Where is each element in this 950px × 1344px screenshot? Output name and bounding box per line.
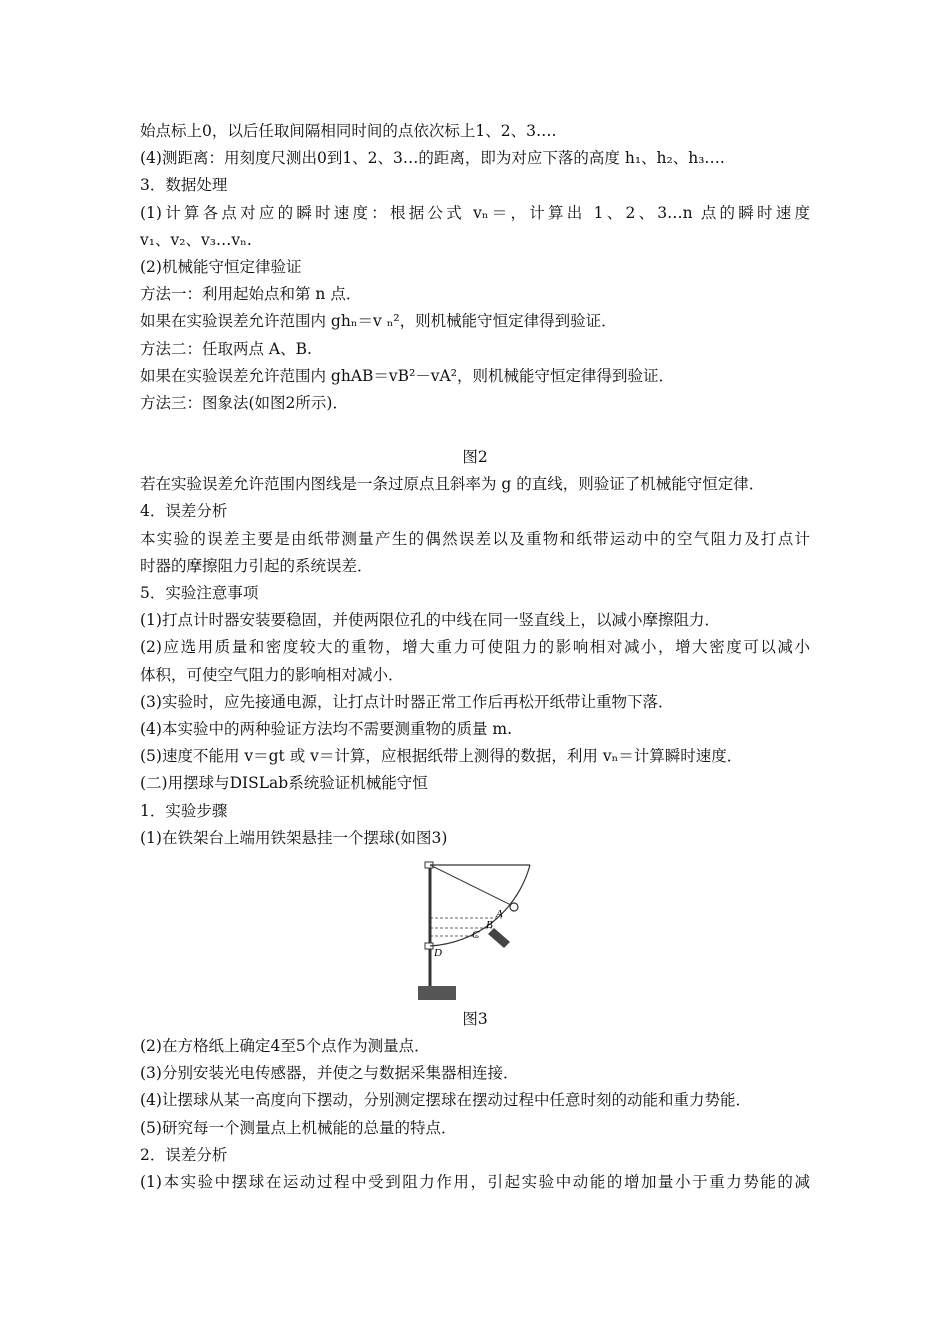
- text-line: 本实验的误差主要是由纸带测量产生的偶然误差以及重物和纸带运动中的空气阻力及打点计: [140, 529, 810, 548]
- text-line: (4)本实验中的两种验证方法均不需要测重物的质量 m.: [140, 719, 513, 738]
- text-line: 方法三：图象法(如图2所示)．: [140, 393, 348, 412]
- text-line: (2)在方格纸上确定4至5个点作为测量点．: [140, 1037, 430, 1056]
- text-line: 体积，可使空气阻力的影响相对减小．: [140, 665, 404, 684]
- text-line: (1)打点计时器安装要稳固，并使两限位孔的中线在同一竖直线上，以减小摩擦阻力．: [140, 611, 720, 630]
- text-line: (1)在铁架台上端用铁架悬挂一个摆球(如图3): [140, 828, 448, 847]
- figure-3-caption: 图3: [462, 1009, 488, 1028]
- text-line: 始点标上0，以后任取间隔相同时间的点依次标上1、2、3….: [140, 122, 557, 140]
- section-heading: (二)用摆球与DISLab系统验证机械能守恒: [140, 774, 428, 793]
- section-heading: 2．误差分析: [140, 1145, 228, 1164]
- text-line: (3)实验时，应先接通电源，让打点计时器正常工作后再松开纸带让重物下落．: [140, 692, 674, 711]
- figure-2-caption: 图2: [462, 448, 488, 467]
- document-page: [140, 118, 810, 1196]
- figure-3-pendulum: [140, 856, 810, 1006]
- text-line: 若在实验误差允许范围内图线是一条过原点且斜率为 g 的直线，则验证了机械能守恒定律．: [140, 475, 765, 494]
- section-heading: 4．误差分析: [140, 502, 228, 521]
- section-heading: 3．数据处理: [140, 176, 228, 195]
- text-line: 如果在实验误差允许范围内 ghAB＝vB²－vA²，则机械能守恒定律得到验证．: [140, 366, 674, 385]
- text-line: 方法一：利用起始点和第 n 点．: [140, 285, 362, 304]
- text-line: 方法二：任取两点 A、B.: [140, 339, 312, 358]
- text-line: (3)分别安装光电传感器，并使之与数据采集器相连接．: [140, 1064, 519, 1083]
- text-line: (4)让摆球从某一高度向下摆动，分别测定摆球在摆动过程中任意时刻的动能和重力势能．: [140, 1091, 751, 1110]
- text-line: (1)本实验中摆球在运动过程中受到阻力作用，引起实验中动能的增加量小于重力势能的减: [140, 1173, 810, 1191]
- text-line: v₁、v₂、v₃…vₙ.: [140, 230, 252, 249]
- text-line: (5)研究每一个测量点上机械能的总量的特点．: [140, 1118, 457, 1137]
- label-c: C: [472, 928, 480, 941]
- label-b: B: [486, 918, 493, 931]
- text-line: (4)测距离：用刻度尺测出0到1、2、3…的距离，即为对应下落的高度 h₁、h₂、h₃….: [140, 149, 725, 168]
- text-line: (5)速度不能用 v＝gt 或 v＝计算，应根据纸带上测得的数据，利用 vₙ＝计算瞬时速度．: [140, 747, 743, 766]
- text-line: 时器的摩擦阻力引起的系统误差．: [140, 556, 373, 575]
- pendulum-diagram: [410, 856, 540, 1006]
- label-d: D: [434, 946, 442, 959]
- section-heading: 5．实验注意事项: [140, 584, 259, 602]
- text-line: 如果在实验误差允许范围内 ghₙ＝v ₙ²，则机械能守恒定律得到验证．: [140, 312, 617, 331]
- text-line: (1)计算各点对应的瞬时速度：根据公式 vₙ＝，计算出 1、2、3…n 点的瞬时速度: [140, 203, 810, 222]
- text-line: (2)机械能守恒定律验证: [140, 257, 302, 276]
- pendulum-ball: [510, 903, 518, 911]
- text-line: (2)应选用质量和密度较大的重物，增大重力可使阻力的影响相对减小，增大密度可以减小: [140, 638, 810, 657]
- photo-sensor: [488, 928, 510, 948]
- pendulum-string: [430, 865, 513, 906]
- label-a: A: [496, 907, 503, 920]
- stand-base: [418, 986, 456, 1000]
- section-heading: 1．实验步骤: [140, 801, 228, 820]
